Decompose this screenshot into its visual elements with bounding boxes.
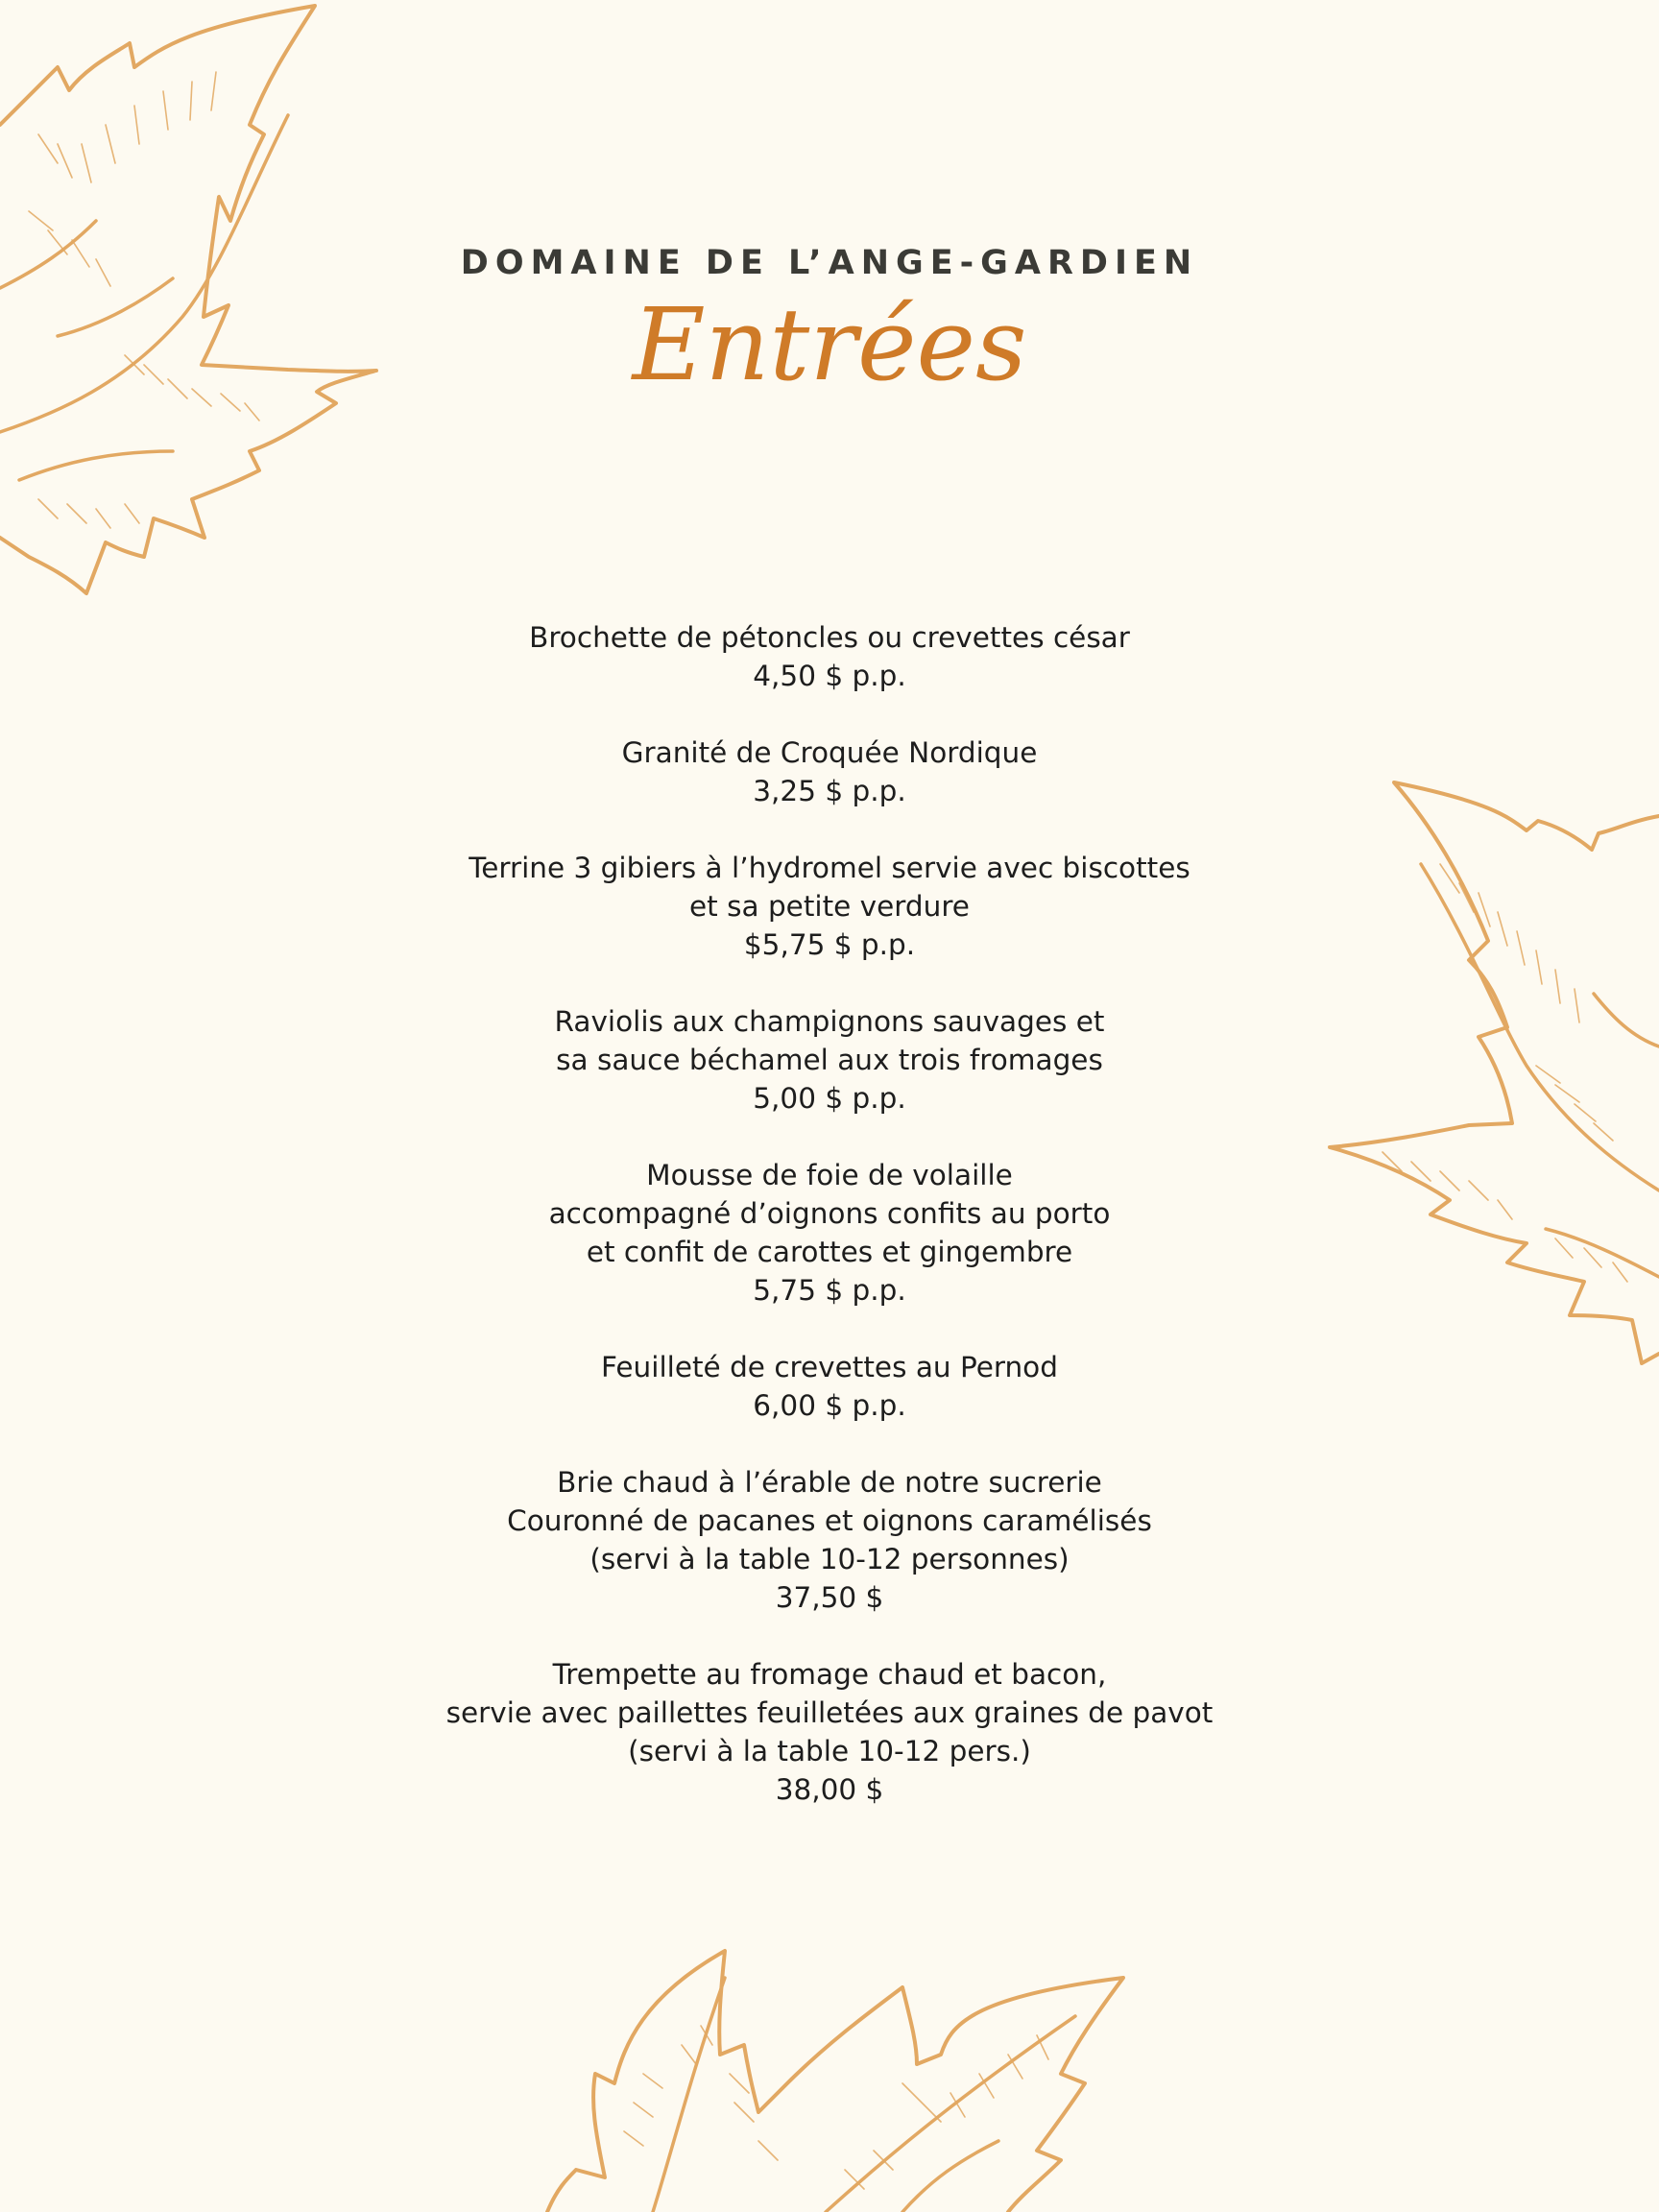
menu-item-description: servie avec paillettes feuilletées aux graines de pavot [445, 1696, 1214, 1729]
menu-item [0, 1348, 1659, 1425]
menu-item [0, 1156, 1659, 1310]
menu-item-description: Feuilleté de crevettes au Pernod [601, 1351, 1058, 1383]
menu-item-price: 6,00 $ p.p. [753, 1389, 906, 1422]
menu-item-description: (servi à la table 10-12 pers.) [628, 1735, 1031, 1767]
menu-item-description: Couronné de pacanes et oignons caramélisés [507, 1504, 1152, 1537]
menu-item-description: Trempette au fromage chaud et bacon, [552, 1658, 1107, 1691]
menu-item-price: 3,25 $ p.p. [753, 775, 906, 807]
menu-item-price: 5,00 $ p.p. [753, 1082, 906, 1115]
menu-item-price: 37,50 $ [775, 1581, 884, 1614]
menu-item [0, 1655, 1659, 1809]
menu-item-description: Brochette de pétoncles ou crevettes césar [529, 621, 1130, 654]
menu-list [0, 618, 1659, 1847]
menu-item [0, 1463, 1659, 1617]
menu-item-price: 5,75 $ p.p. [753, 1274, 906, 1307]
menu-item [0, 849, 1659, 964]
menu-item-price: $5,75 $ p.p. [743, 928, 916, 961]
menu-item-description: accompagné d’oignons confits au porto [548, 1197, 1111, 1230]
page-title: Entrées [632, 286, 1027, 403]
menu-item-description: (servi à la table 10-12 personnes) [589, 1543, 1070, 1575]
menu-item [0, 618, 1659, 695]
venue-name: DOMAINE DE L’ANGE-GARDIEN [460, 244, 1199, 282]
menu-item-description: Brie chaud à l’érable de notre sucrerie [557, 1466, 1102, 1499]
menu-item-description: Raviolis aux champignons sauvages et [554, 1005, 1105, 1038]
menu-item [0, 733, 1659, 810]
menu-item-description: sa sauce béchamel aux trois fromages [556, 1044, 1103, 1076]
menu-item-price: 38,00 $ [775, 1773, 884, 1806]
menu-item-description: Granité de Croquée Nordique [621, 736, 1038, 769]
menu-item-description: Terrine 3 gibiers à l’hydromel servie avec biscottes [469, 852, 1190, 884]
maple-leaf-illustration-bottom [538, 1939, 1133, 2212]
menu-item-description: Mousse de foie de volaille [646, 1159, 1013, 1191]
menu-item-description: et confit de carottes et gingembre [586, 1236, 1073, 1268]
menu-item-description: et sa petite verdure [689, 890, 970, 923]
menu-item-price: 4,50 $ p.p. [753, 660, 906, 692]
menu-item [0, 1002, 1659, 1118]
